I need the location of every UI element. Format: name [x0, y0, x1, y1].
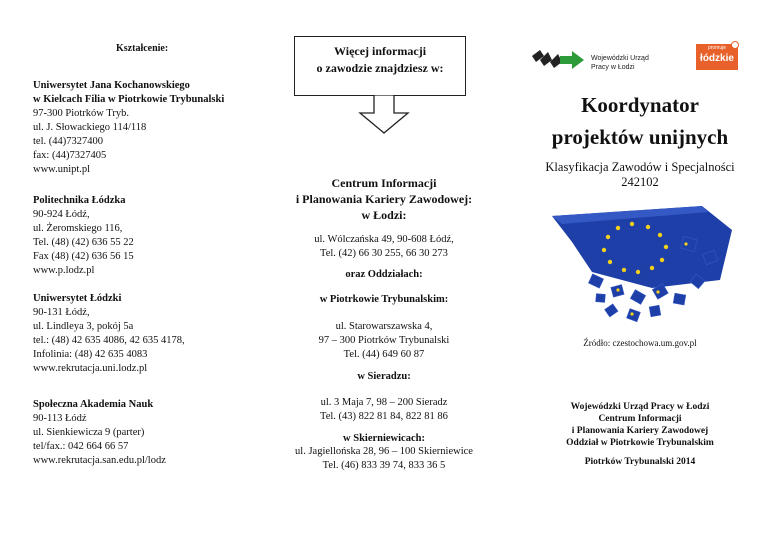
fax-line: fax: (44)7327405 — [33, 150, 107, 161]
center-address — [256, 233, 512, 261]
branch-heading-piotrkow: w Piotrkowie Trybunalskim: — [319, 294, 449, 305]
callout-line: o zawodzie znajdziesz w: — [316, 61, 444, 75]
wup-logo-text — [591, 54, 649, 72]
phone-line: Tel. (42) 66 30 255, 66 30 273 — [320, 248, 448, 259]
logo-text-line: Wojewódzki Urząd — [591, 55, 649, 62]
education-heading: Kształcenie: — [116, 43, 169, 54]
registered-mark-icon — [731, 41, 739, 49]
institution-name: Politechnika Łódzka — [33, 195, 126, 206]
institution-name: Uniwersytet Jana Kochanowskiego — [33, 80, 190, 91]
center-name-line: w Łodzi: — [361, 208, 407, 222]
callout-line: Więcej informacji — [333, 44, 427, 58]
address-line: 97 – 300 Piotrków Trybunalski — [318, 335, 450, 346]
center-name-line: i Planowania Kariery Zawodowej: — [295, 192, 473, 206]
branch-heading-skierniewice: w Skierniewicach: — [343, 433, 425, 444]
region-logo-text: łódzkie — [700, 53, 734, 64]
address-line: ul. 3 Maja 7, 98 – 200 Sieradz — [320, 397, 448, 408]
hotline-line: Infolinia: (48) 42 635 4083 — [33, 349, 148, 360]
address-line: ul. Wólczańska 49, 90-608 Łódź, — [314, 234, 454, 245]
publisher-line: Wojewódzki Urząd Pracy w Łodzi — [570, 402, 710, 412]
eu-flag-puzzle-image — [532, 202, 742, 332]
center-name — [256, 175, 512, 223]
phone-line: tel/fax.: 042 664 66 57 — [33, 441, 129, 452]
address-line: 90-924 Łódź, — [33, 209, 90, 220]
phone-line: Tel. (48) (42) 636 55 22 — [33, 237, 134, 248]
address-line: ul. Starowarszawska 4, — [335, 321, 433, 332]
address-line: ul. J. Słowackiego 114/118 — [33, 122, 147, 133]
branch-sieradz — [256, 396, 512, 424]
branch-heading-sieradz: w Sieradzu: — [357, 371, 411, 382]
middle-panel — [256, 0, 512, 543]
address-line: ul. Żeromskiego 116, — [33, 223, 123, 234]
classification — [512, 160, 768, 190]
institution-name: Uniwersytet Łódzki — [33, 293, 122, 304]
center-name-line: Centrum Informacji — [331, 176, 437, 190]
image-source-caption: Źródło: czestochowa.um.gov.pl — [583, 338, 697, 348]
wup-logo-icon — [530, 46, 588, 74]
website-link[interactable]: www.rekrutacja.uni.lodz.pl — [33, 363, 148, 374]
place-year: Piotrków Trybunalski 2014 — [584, 457, 696, 467]
address-line: ul. Sienkiewicza 9 (parter) — [33, 427, 145, 438]
institution-ujk — [33, 79, 224, 177]
publisher-line: Oddział w Piotrkowie Trybunalskim — [566, 438, 714, 448]
publisher-line: i Planowania Kariery Zawodowej — [571, 426, 709, 436]
branch-piotrkow — [256, 320, 512, 362]
institution-pl — [33, 194, 134, 278]
classification-label: Klasyfikacja Zawodów i Specjalności — [545, 160, 735, 174]
institution-ul — [33, 292, 185, 376]
phone-line: tel.: (48) 42 635 4086, 42 635 4178, — [33, 335, 185, 346]
phone-line: Tel. (46) 833 39 74, 833 36 5 — [322, 460, 446, 471]
website-link[interactable]: www.p.lodz.pl — [33, 265, 95, 276]
website-link[interactable]: www.rekrutacja.san.edu.pl/lodz — [33, 455, 166, 466]
institution-san — [33, 398, 166, 468]
fax-line: Fax (48) (42) 636 56 15 — [33, 251, 134, 262]
website-link[interactable]: www.unipt.pl — [33, 164, 91, 175]
left-panel — [0, 0, 256, 543]
address-line: ul. Jagiellońska 28, 96 – 100 Skierniewice — [295, 446, 473, 457]
title-line: Koordynator — [581, 93, 699, 117]
institution-name-2: w Kielcach Filia w Piotrkowie Trybunalski — [33, 94, 225, 105]
phone-line: tel. (44)7327400 — [33, 136, 103, 147]
phone-line: Tel. (44) 649 60 87 — [343, 349, 425, 360]
info-callout-text — [295, 43, 465, 77]
address-line: 90-131 Łódź, — [33, 307, 90, 318]
info-callout-box — [294, 36, 466, 96]
address-line: ul. Lindleya 3, pokój 5a — [33, 321, 134, 332]
address-line: 90-113 Łódź — [33, 413, 87, 424]
page-title — [512, 89, 768, 153]
branch-skierniewice — [256, 445, 512, 473]
logo-text-line: Pracy w Łodzi — [591, 64, 635, 71]
occupation-code: 242102 — [621, 175, 659, 189]
address-line: 97-300 Piotrków Tryb. — [33, 108, 129, 119]
institution-name: Społeczna Akademia Nauk — [33, 399, 154, 410]
phone-line: Tel. (43) 822 81 84, 822 81 86 — [320, 411, 448, 422]
region-logo-small-text: promuje — [707, 45, 727, 51]
publisher-line: Centrum Informacji — [598, 414, 682, 424]
right-panel — [512, 0, 768, 543]
arrow-down-icon — [356, 95, 412, 135]
publisher-block — [512, 401, 768, 449]
title-line: projektów unijnych — [551, 125, 729, 149]
branches-heading: oraz Oddziałach: — [345, 269, 423, 280]
